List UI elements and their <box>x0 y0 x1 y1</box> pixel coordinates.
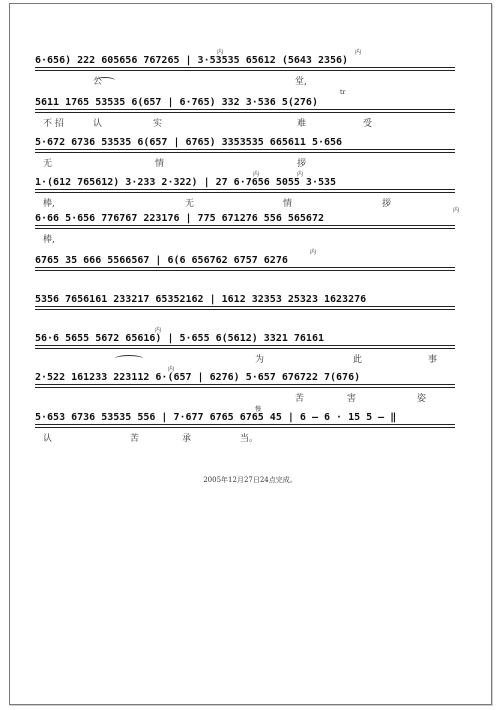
lyric-syllable: 认 <box>93 119 103 129</box>
lyric-syllable: 承 <box>182 434 192 444</box>
notation-line: 6765 35 666 5566567 | 6(6 656762 6757 6276 <box>35 255 288 266</box>
lyric-syllable: 棒, <box>43 199 55 209</box>
lyric-syllable: 难 <box>297 119 307 129</box>
lyric-syllable: 为 <box>255 355 265 365</box>
lyric-syllable: 认 <box>43 434 53 444</box>
beam-underline <box>35 427 455 428</box>
lyric-syllable: 此 <box>353 355 363 365</box>
lyric-syllable: 事 <box>428 355 438 365</box>
ornament-mark: tr <box>340 89 346 96</box>
beam-underline <box>35 189 455 190</box>
beam-underline <box>35 267 455 268</box>
notation-line: 1·(612 765612) 3·233 2·322) | 27 6·7656 5055 3·535 <box>35 177 337 188</box>
beam-underline <box>35 225 455 226</box>
ornament-mark: 慢 <box>255 406 262 413</box>
notation-line: 5·653 6736 53535 556 | 7·677 6765 6765 45 | 6 – 6 · 15 5 – ‖ <box>35 412 397 423</box>
beam-underline <box>35 424 455 425</box>
lyrics-line <box>35 313 467 324</box>
beam-underline <box>35 192 455 193</box>
lyric-syllable: 受 <box>363 119 373 129</box>
lyric-syllable: 害 <box>347 394 357 404</box>
lyric-syllable: 实 <box>153 119 163 129</box>
notation-line: 2·522 161233 223112 6·(657 | 6276) 5·657 676722 7(676) <box>35 372 361 383</box>
lyric-syllable: 无 <box>43 159 53 169</box>
ornament-mark: 内 <box>310 249 317 256</box>
beam-underline <box>35 67 455 68</box>
ornament-mark: 内 <box>297 171 304 178</box>
beam-underline <box>35 309 455 310</box>
lyrics-line <box>35 74 467 85</box>
lyrics-line <box>35 156 467 167</box>
beam-underline <box>35 112 455 113</box>
lyrics-line <box>35 196 467 207</box>
notation-line: 56·6 5655 5672 65616) | 5·655 6(5612) 3321 76161 <box>35 333 324 344</box>
notation-line: 6·656) 222 605656 767265 | 3·53535 65612 (5643 2356) <box>35 55 349 66</box>
ornament-mark: 内 <box>253 171 260 178</box>
notation-line: 5·672 6736 53535 6(657 | 6765) 3353535 665611 5·656 <box>35 137 343 148</box>
lyric-syllable: 苦 <box>295 394 305 404</box>
completion-note: 2005年12月27日24点完成。 <box>203 476 297 484</box>
ornament-mark: 内 <box>355 49 362 56</box>
ornament-mark: 内 <box>217 49 224 56</box>
lyric-syllable: 情 <box>283 199 293 209</box>
beam-underline <box>35 306 455 307</box>
beam-underline <box>35 228 455 229</box>
beam-underline <box>35 152 455 153</box>
lyric-syllable: 棒, <box>43 235 55 245</box>
beam-underline <box>35 348 455 349</box>
beam-underline <box>35 109 455 110</box>
lyrics-line <box>35 391 467 402</box>
lyric-syllable: 不 招 <box>43 119 64 129</box>
beam-underline <box>35 270 455 271</box>
lyrics-line <box>35 232 467 243</box>
lyrics-line <box>35 274 467 285</box>
lyric-syllable: 当。 <box>240 434 259 444</box>
lyrics-line <box>35 116 467 127</box>
notation-line: 5611 1765 53535 6(657 | 6·765) 332 3·536 5(276) <box>35 97 318 108</box>
beam-underline <box>35 149 455 150</box>
beam-underline <box>35 70 455 71</box>
lyric-syllable: 无 <box>185 199 195 209</box>
ornament-mark: 内 <box>168 366 175 373</box>
ornament-mark: 内 <box>155 327 162 334</box>
lyric-syllable: 情 <box>155 159 165 169</box>
lyrics-line <box>35 352 467 363</box>
beam-underline <box>35 384 455 385</box>
lyric-syllable: 拶 <box>297 159 307 169</box>
ornament-mark: 内 <box>453 207 460 214</box>
lyrics-line <box>35 431 467 442</box>
beam-underline <box>35 345 455 346</box>
lyric-syllable: 苦 <box>130 434 140 444</box>
lyric-syllable: 姿 <box>417 394 427 404</box>
notation-line: 6·66 5·656 776767 223176 | 775 671276 556 565672 <box>35 213 324 224</box>
lyric-syllable: 公 <box>93 77 103 87</box>
notation-line: 5356 7656161 233217 65352162 | 1612 32353 25323 1623276 <box>35 294 367 305</box>
lyric-syllable: 拶 <box>382 199 392 209</box>
lyric-syllable: 堂, <box>295 77 307 87</box>
beam-underline <box>35 387 455 388</box>
